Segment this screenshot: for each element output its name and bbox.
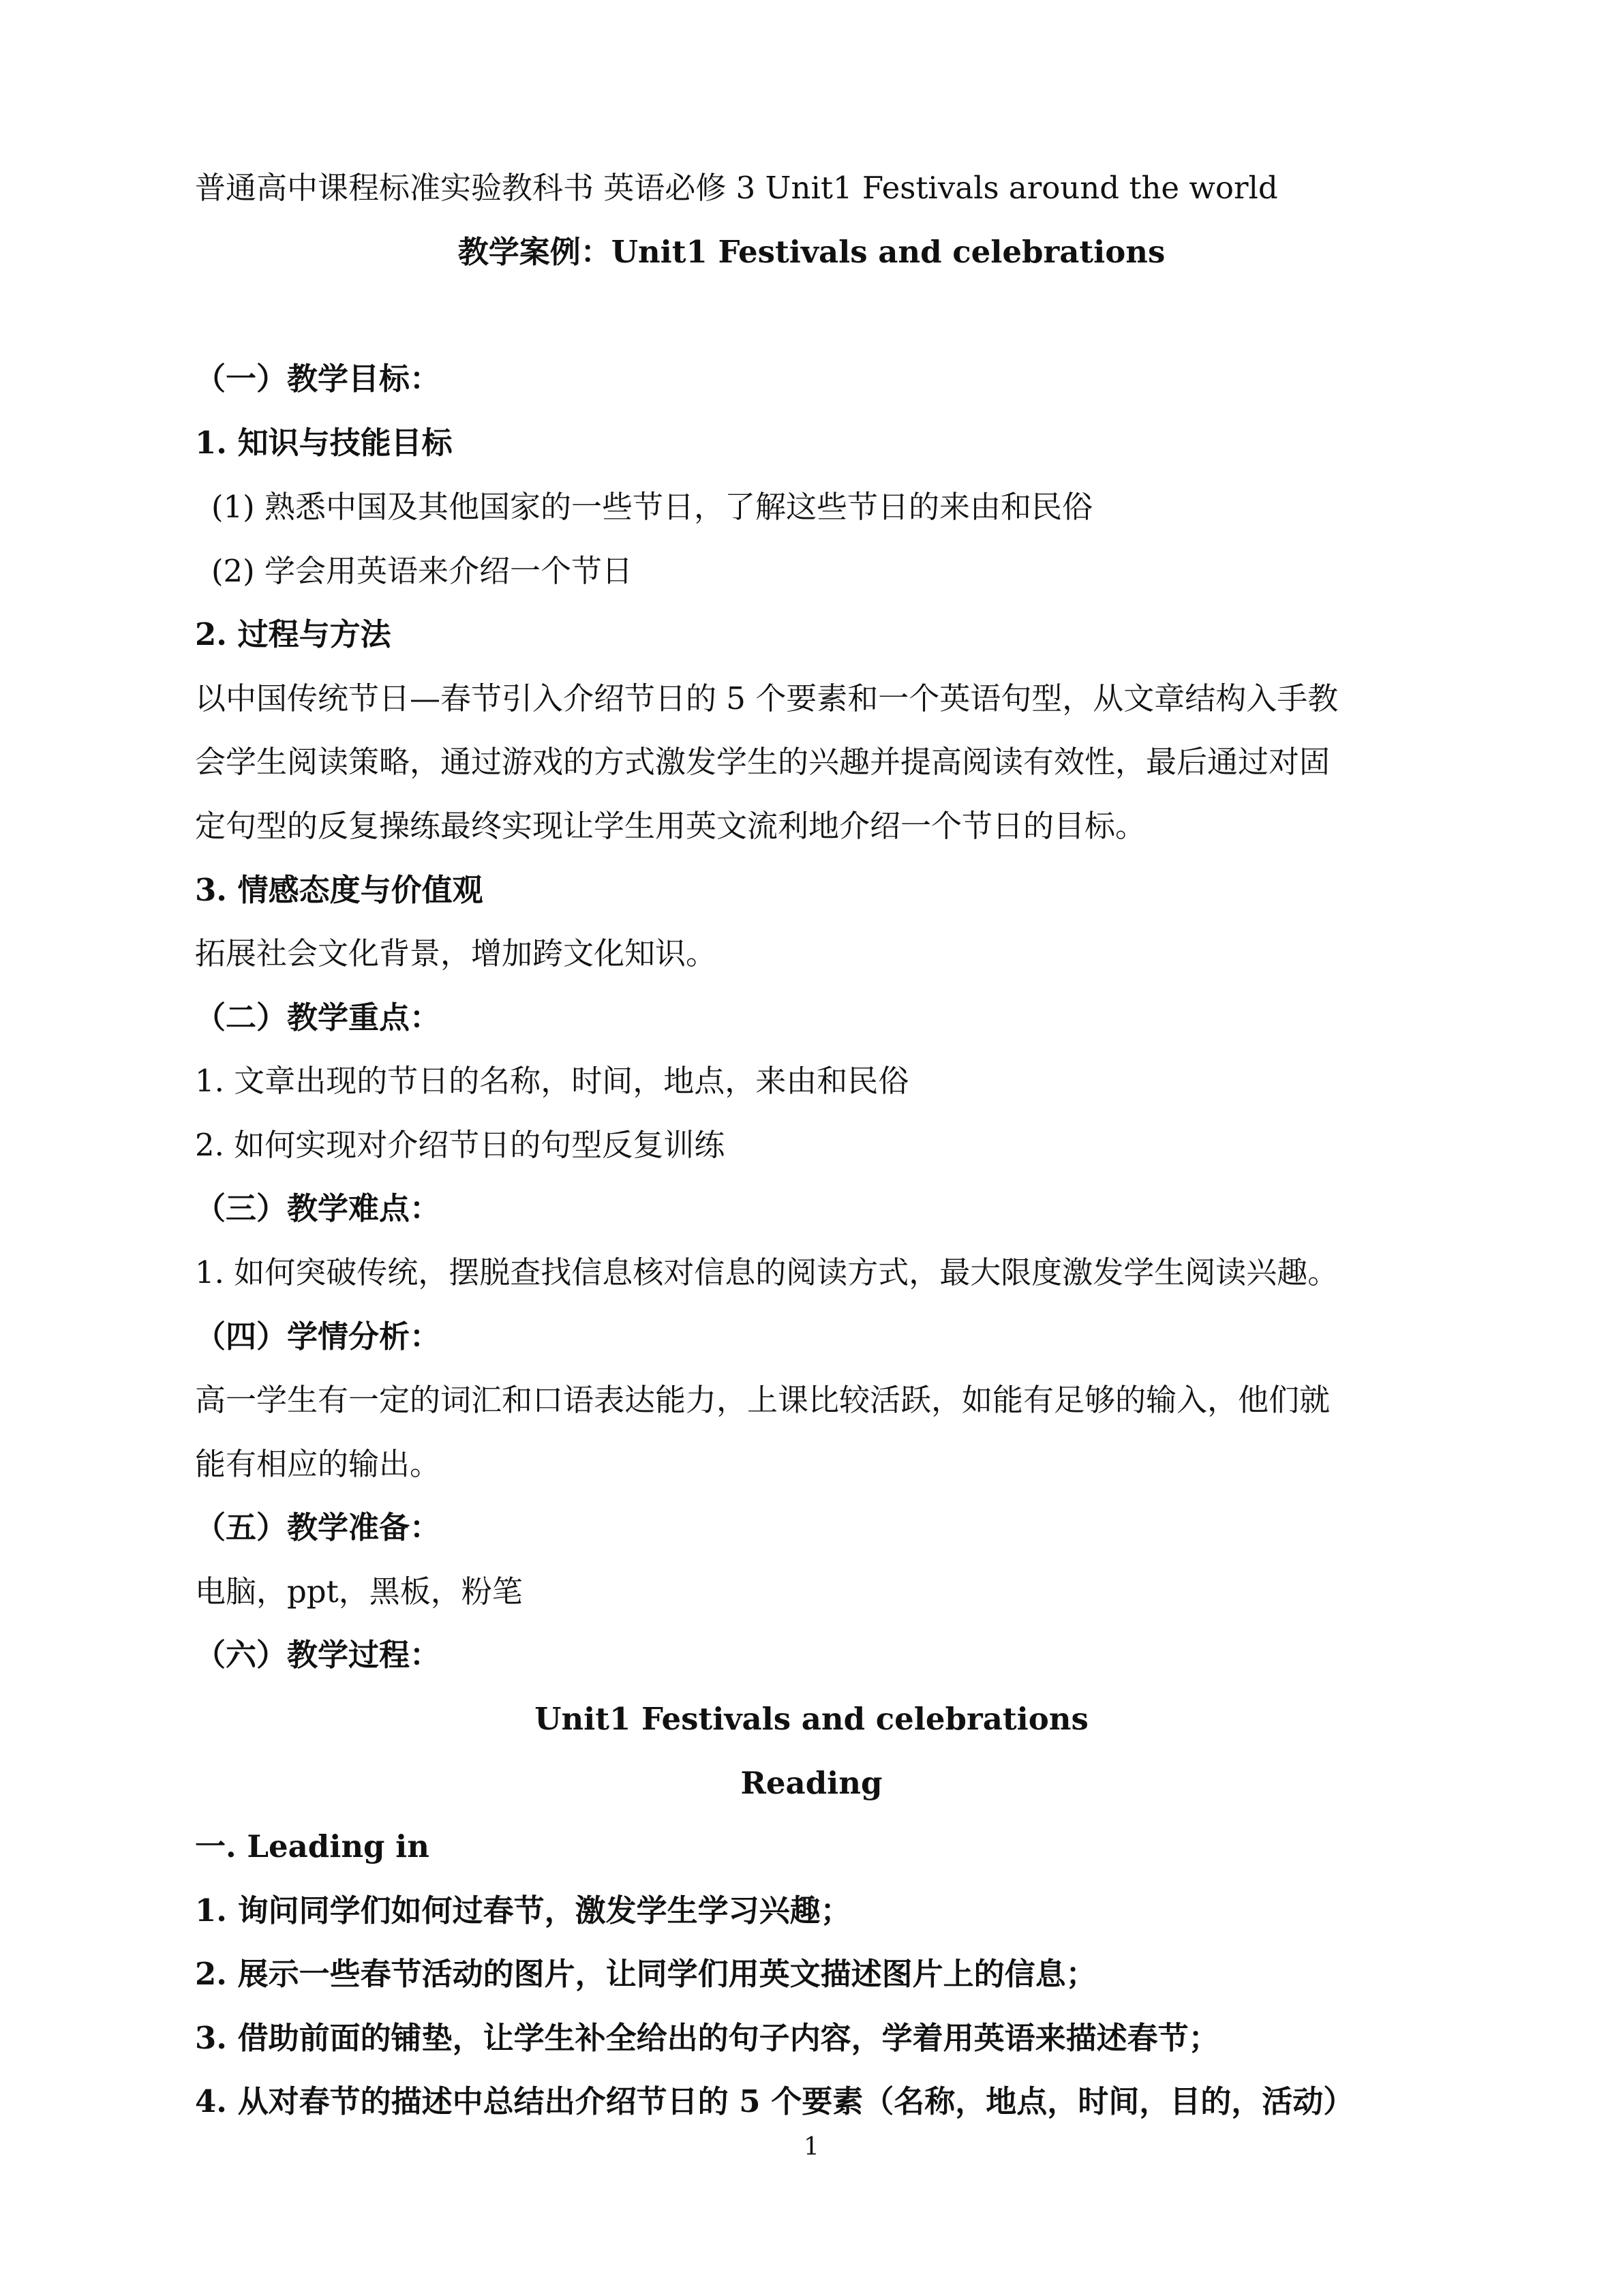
key-point-item-2: 2. 如何实现对介绍节日的句型反复训练 [195,1127,725,1163]
leading-in-heading: 一. Leading in [195,1828,429,1864]
section-heading-objectives: （一）教学目标： [195,361,441,397]
preparation-paragraph: 电脑，ppt，黑板，粉笔 [195,1573,523,1610]
learner-analysis-line-1: 高一学生有一定的词汇和口语表达能力，上课比较活跃，如能有足够的输入，他们就 [195,1382,1331,1418]
document-subtitle: 普通高中课程标准实验教科书 英语必修 3 Unit1 Festivals around the world [195,170,1278,206]
process-method-paragraph-line-3: 定句型的反复操练最终实现让学生用英文流利地介绍一个节日的目标。 [195,808,1147,844]
section-heading-difficulties: （三）教学难点： [195,1190,441,1226]
difficulty-item-1: 1. 如何突破传统，摆脱查找信息核对信息的阅读方式，最大限度激发学生阅读兴趣。 [195,1254,1339,1290]
learner-analysis-line-2: 能有相应的输出。 [195,1446,441,1482]
section-heading-key-points: （二）教学重点： [195,999,441,1036]
leading-in-step-2: 2. 展示一些春节活动的图片，让同学们用英文描述图片上的信息； [195,1956,1097,1992]
subheading-process-method: 2. 过程与方法 [195,616,391,652]
reading-title: Reading [740,1765,883,1801]
attitude-values-paragraph: 拓展社会文化背景，增加跨文化知识。 [195,935,717,971]
leading-in-step-4: 4. 从对春节的描述中总结出介绍节日的 5 个要素（名称，地点，时间，目的，活动） [195,2083,1354,2119]
process-method-paragraph-line-1: 以中国传统节日—春节引入介绍节日的 5 个要素和一个英语句型，从文章结构入手教 [195,680,1339,716]
section-heading-learner-analysis: （四）学情分析： [195,1318,441,1355]
key-point-item-1: 1. 文章出现的节日的名称，时间，地点，来由和民俗 [195,1063,909,1099]
objective-item-2: (2) 学会用英语来介绍一个节日 [211,553,633,589]
unit-title: Unit1 Festivals and celebrations [534,1701,1089,1737]
page-number: 1 [804,2133,819,2161]
section-heading-teaching-process: （六）教学过程： [195,1637,441,1673]
subheading-knowledge-skills: 1. 知识与技能目标 [195,425,453,461]
objective-item-1: (1) 熟悉中国及其他国家的一些节日，了解这些节日的来由和民俗 [211,489,1093,525]
process-method-paragraph-line-2: 会学生阅读策略，通过游戏的方式激发学生的兴趣并提高阅读有效性，最后通过对固 [195,744,1331,780]
document-title: 教学案例：Unit1 Festivals and celebrations [457,234,1166,270]
section-heading-preparation: （五）教学准备： [195,1509,441,1545]
leading-in-step-3: 3. 借助前面的铺垫，让学生补全给出的句子内容，学着用英语来描述春节； [195,2020,1219,2056]
leading-in-step-1: 1. 询问同学们如何过春节，激发学生学习兴趣； [195,1892,851,1929]
subheading-attitude-values: 3. 情感态度与价值观 [195,872,483,908]
